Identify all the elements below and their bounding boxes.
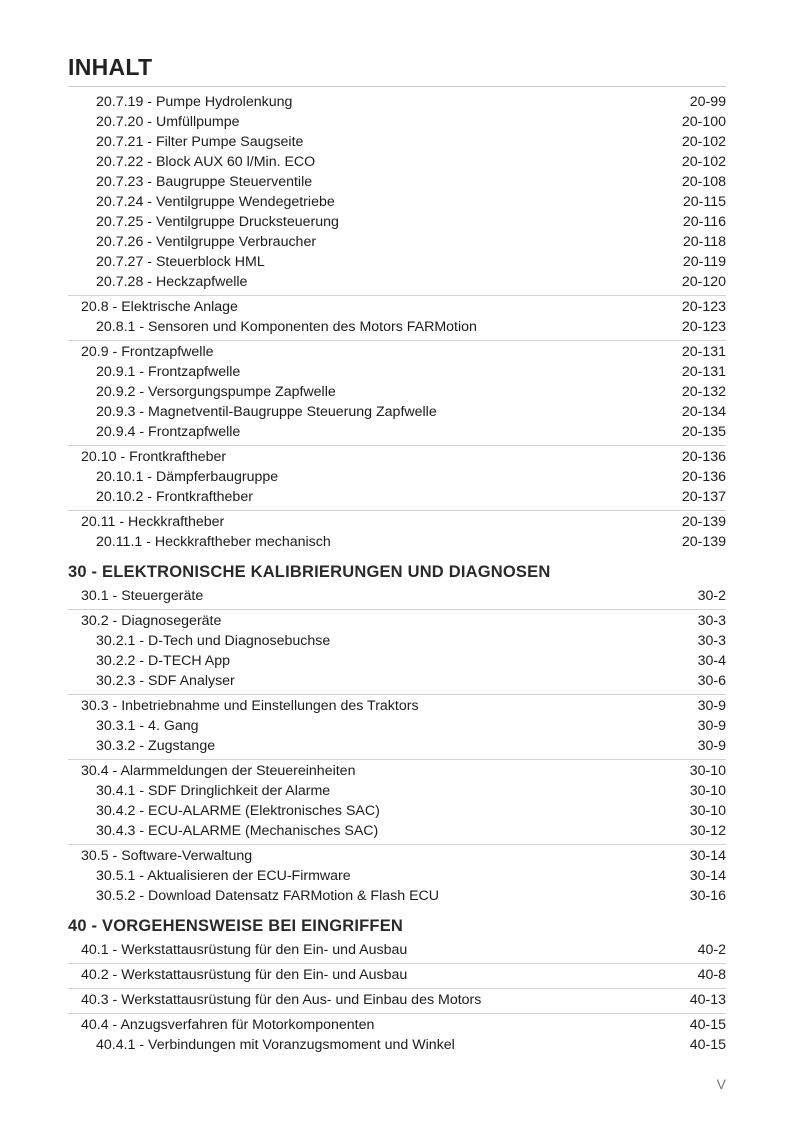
table-of-contents bbox=[68, 92, 726, 1055]
toc-entry-title: 30.2 - Diagnosegeräte bbox=[81, 613, 222, 629]
toc-entry-page: 20-115 bbox=[682, 194, 726, 210]
toc-entry[interactable] bbox=[68, 761, 726, 781]
toc-entry-page: 20-139 bbox=[681, 514, 726, 530]
toc-entry-title: 20.8.1 - Sensoren und Komponenten des Motors FARMotion bbox=[96, 319, 477, 335]
toc-entry[interactable] bbox=[68, 990, 726, 1010]
toc-entry-title: 20.7.20 - Umfüllpumpe bbox=[96, 114, 240, 130]
toc-entry-title: 20.10.1 - Dämpferbaugruppe bbox=[96, 469, 279, 485]
toc-entry[interactable] bbox=[68, 132, 726, 152]
toc-entry-title: 20.7.22 - Block AUX 60 l/Min. ECO bbox=[96, 154, 316, 170]
toc-entry-page: 30-10 bbox=[689, 803, 726, 819]
toc-entry[interactable] bbox=[68, 801, 726, 821]
toc-entry[interactable] bbox=[68, 846, 726, 866]
toc-entry-page: 20-139 bbox=[681, 534, 726, 550]
toc-entry-title: 20.9.1 - Frontzapfwelle bbox=[96, 364, 241, 380]
toc-entry[interactable] bbox=[68, 362, 726, 382]
toc-entry-title: 30.5.2 - Download Datensatz FARMotion & Flash ECU bbox=[96, 888, 440, 904]
toc-entry-page: 20-116 bbox=[682, 214, 726, 230]
toc-entry-page: 20-120 bbox=[681, 274, 726, 290]
toc-entry[interactable] bbox=[68, 152, 726, 172]
toc-entry-title: 20.11 - Heckkraftheber bbox=[81, 514, 225, 530]
toc-entry[interactable] bbox=[68, 382, 726, 402]
toc-entry-title: 20.9.4 - Frontzapfwelle bbox=[96, 424, 241, 440]
toc-entry-page: 20-131 bbox=[681, 364, 726, 380]
toc-entry[interactable] bbox=[68, 736, 726, 756]
toc-entry[interactable] bbox=[68, 192, 726, 212]
toc-entry-page: 40-8 bbox=[697, 967, 726, 983]
toc-entry-title: 20.8 - Elektrische Anlage bbox=[81, 299, 238, 315]
toc-group bbox=[68, 92, 726, 292]
title-divider bbox=[68, 86, 726, 87]
toc-entry[interactable] bbox=[68, 716, 726, 736]
toc-entry-page: 40-13 bbox=[689, 992, 726, 1008]
toc-entry-title: 20.11.1 - Heckkraftheber mechanisch bbox=[96, 534, 331, 550]
toc-entry[interactable] bbox=[68, 172, 726, 192]
toc-entry-title: 20.10 - Frontkraftheber bbox=[81, 449, 227, 465]
toc-entry[interactable] bbox=[68, 317, 726, 337]
toc-entry-title: 40.4.1 - Verbindungen mit Voranzugsmoment und Winkel bbox=[96, 1037, 455, 1053]
toc-entry[interactable] bbox=[68, 232, 726, 252]
toc-entry-page: 30-9 bbox=[697, 698, 726, 714]
toc-entry[interactable] bbox=[68, 631, 726, 651]
toc-section-40 bbox=[68, 940, 726, 1055]
toc-entry[interactable] bbox=[68, 781, 726, 801]
toc-entry-page: 30-12 bbox=[689, 823, 726, 839]
toc-entry[interactable] bbox=[68, 297, 726, 317]
toc-group bbox=[68, 940, 726, 960]
toc-section-30 bbox=[68, 586, 726, 906]
toc-entry-title: 20.7.21 - Filter Pumpe Saugseite bbox=[96, 134, 304, 150]
toc-entry-page: 30-3 bbox=[697, 633, 726, 649]
toc-entry[interactable] bbox=[68, 611, 726, 631]
toc-entry-title: 30.4.2 - ECU-ALARME (Elektronisches SAC) bbox=[96, 803, 380, 819]
toc-group bbox=[68, 586, 726, 606]
toc-entry[interactable] bbox=[68, 821, 726, 841]
toc-entry-page: 20-135 bbox=[681, 424, 726, 440]
toc-entry-page: 30-4 bbox=[697, 653, 726, 669]
toc-entry-page: 40-15 bbox=[689, 1037, 726, 1053]
toc-entry[interactable] bbox=[68, 866, 726, 886]
chapter-heading-30: 30 - ELEKTRONISCHE KALIBRIERUNGEN UND DIAGNOSEN bbox=[68, 563, 551, 581]
toc-group bbox=[68, 445, 726, 507]
toc-entry-title: 30.3 - Inbetriebnahme und Einstellungen des Traktors bbox=[81, 698, 419, 714]
toc-group bbox=[68, 988, 726, 1010]
toc-entry-title: 30.1 - Steuergeräte bbox=[81, 588, 204, 604]
toc-entry-page: 20-134 bbox=[681, 404, 726, 420]
toc-entry[interactable] bbox=[68, 696, 726, 716]
toc-entry[interactable] bbox=[68, 651, 726, 671]
toc-entry-page: 30-3 bbox=[697, 613, 726, 629]
toc-entry[interactable] bbox=[68, 112, 726, 132]
toc-entry-page: 20-102 bbox=[681, 134, 726, 150]
toc-entry-title: 20.9.3 - Magnetventil-Baugruppe Steuerung Zapfwelle bbox=[96, 404, 437, 420]
toc-entry-title: 30.4 - Alarmmeldungen der Steuereinheiten bbox=[81, 763, 356, 779]
toc-entry-page: 20-123 bbox=[681, 319, 726, 335]
toc-entry-page: 30-14 bbox=[689, 868, 726, 884]
toc-group bbox=[68, 295, 726, 337]
toc-group bbox=[68, 510, 726, 552]
toc-entry-page: 20-136 bbox=[681, 469, 726, 485]
toc-entry-page: 20-132 bbox=[681, 384, 726, 400]
toc-entry-page: 20-136 bbox=[681, 449, 726, 465]
toc-entry-page: 30-14 bbox=[689, 848, 726, 864]
toc-entry-page: 20-100 bbox=[681, 114, 726, 130]
toc-entry-page: 20-137 bbox=[681, 489, 726, 505]
toc-entry-title: 30.4.3 - ECU-ALARME (Mechanisches SAC) bbox=[96, 823, 379, 839]
toc-group bbox=[68, 609, 726, 691]
toc-entry-title: 20.7.19 - Pumpe Hydrolenkung bbox=[96, 94, 293, 110]
toc-entry[interactable] bbox=[68, 422, 726, 442]
toc-entry-title: 30.5 - Software-Verwaltung bbox=[81, 848, 253, 864]
toc-entry-page: 30-16 bbox=[689, 888, 726, 904]
toc-entry-title: 40.2 - Werkstattausrüstung für den Ein- und Ausbau bbox=[81, 967, 408, 983]
toc-entry-title: 20.7.26 - Ventilgruppe Verbraucher bbox=[96, 234, 317, 250]
toc-entry-page: 20-108 bbox=[681, 174, 726, 190]
toc-entry[interactable] bbox=[68, 532, 726, 552]
toc-entry[interactable] bbox=[68, 586, 726, 606]
toc-entry-title: 30.3.2 - Zugstange bbox=[96, 738, 216, 754]
toc-entry-page: 20-99 bbox=[689, 94, 726, 110]
page-number: V bbox=[716, 1076, 726, 1092]
toc-entry-title: 30.2.3 - SDF Analyser bbox=[96, 673, 235, 689]
toc-entry[interactable] bbox=[68, 1015, 726, 1035]
toc-entry-title: 20.7.23 - Baugruppe Steuerventile bbox=[96, 174, 313, 190]
page-title: INHALT bbox=[68, 54, 153, 80]
toc-entry[interactable] bbox=[68, 886, 726, 906]
toc-entry-title: 20.7.27 - Steuerblock HML bbox=[96, 254, 265, 270]
toc-section-20-continued bbox=[68, 92, 726, 552]
toc-entry-page: 20-131 bbox=[681, 344, 726, 360]
toc-entry-title: 30.4.1 - SDF Dringlichkeit der Alarme bbox=[96, 783, 331, 799]
toc-entry-page: 20-119 bbox=[682, 254, 726, 270]
toc-group bbox=[68, 844, 726, 906]
toc-entry[interactable] bbox=[68, 467, 726, 487]
toc-entry-page: 30-10 bbox=[689, 783, 726, 799]
toc-entry-title: 30.5.1 - Aktualisieren der ECU-Firmware bbox=[96, 868, 351, 884]
toc-entry-page: 30-2 bbox=[697, 588, 726, 604]
toc-entry[interactable] bbox=[68, 212, 726, 232]
toc-entry[interactable] bbox=[68, 92, 726, 112]
toc-entry[interactable] bbox=[68, 940, 726, 960]
toc-entry-page: 30-6 bbox=[697, 673, 726, 689]
toc-entry[interactable] bbox=[68, 272, 726, 292]
toc-group bbox=[68, 1013, 726, 1055]
toc-entry-title: 30.2.2 - D-TECH App bbox=[96, 653, 231, 669]
toc-entry-page: 20-118 bbox=[682, 234, 726, 250]
toc-entry-title: 30.2.1 - D-Tech und Diagnosebuchse bbox=[96, 633, 331, 649]
toc-entry[interactable] bbox=[68, 1035, 726, 1055]
toc-entry[interactable] bbox=[68, 402, 726, 422]
toc-entry-title: 30.3.1 - 4. Gang bbox=[96, 718, 199, 734]
toc-entry-title: 40.4 - Anzugsverfahren für Motorkomponenten bbox=[81, 1017, 375, 1033]
toc-entry-title: 40.3 - Werkstattausrüstung für den Aus- und Einbau des Motors bbox=[81, 992, 482, 1008]
toc-entry-page: 20-102 bbox=[681, 154, 726, 170]
toc-entry-title: 20.7.28 - Heckzapfwelle bbox=[96, 274, 248, 290]
toc-entry-title: 20.9.2 - Versorgungspumpe Zapfwelle bbox=[96, 384, 336, 400]
toc-entry[interactable] bbox=[68, 487, 726, 507]
toc-entry-page: 40-2 bbox=[697, 942, 726, 958]
toc-entry-page: 20-123 bbox=[681, 299, 726, 315]
toc-group bbox=[68, 963, 726, 985]
toc-entry-page: 30-9 bbox=[697, 738, 726, 754]
toc-entry-page: 40-15 bbox=[689, 1017, 726, 1033]
toc-entry[interactable] bbox=[68, 965, 726, 985]
toc-entry-title: 20.10.2 - Frontkraftheber bbox=[96, 489, 253, 505]
toc-group bbox=[68, 759, 726, 841]
toc-entry-title: 20.9 - Frontzapfwelle bbox=[81, 344, 214, 360]
toc-group bbox=[68, 340, 726, 442]
toc-entry[interactable] bbox=[68, 671, 726, 691]
toc-entry-page: 30-10 bbox=[689, 763, 726, 779]
toc-entry[interactable] bbox=[68, 447, 726, 467]
toc-entry-title: 20.7.25 - Ventilgruppe Drucksteuerung bbox=[96, 214, 339, 230]
toc-entry-title: 20.7.24 - Ventilgruppe Wendegetriebe bbox=[96, 194, 335, 210]
toc-entry[interactable] bbox=[68, 512, 726, 532]
toc-entry[interactable] bbox=[68, 342, 726, 362]
toc-entry-page: 30-9 bbox=[697, 718, 726, 734]
chapter-heading-40: 40 - VORGEHENSWEISE BEI EINGRIFFEN bbox=[68, 917, 404, 935]
toc-entry-title: 40.1 - Werkstattausrüstung für den Ein- und Ausbau bbox=[81, 942, 408, 958]
toc-group bbox=[68, 694, 726, 756]
toc-entry[interactable] bbox=[68, 252, 726, 272]
